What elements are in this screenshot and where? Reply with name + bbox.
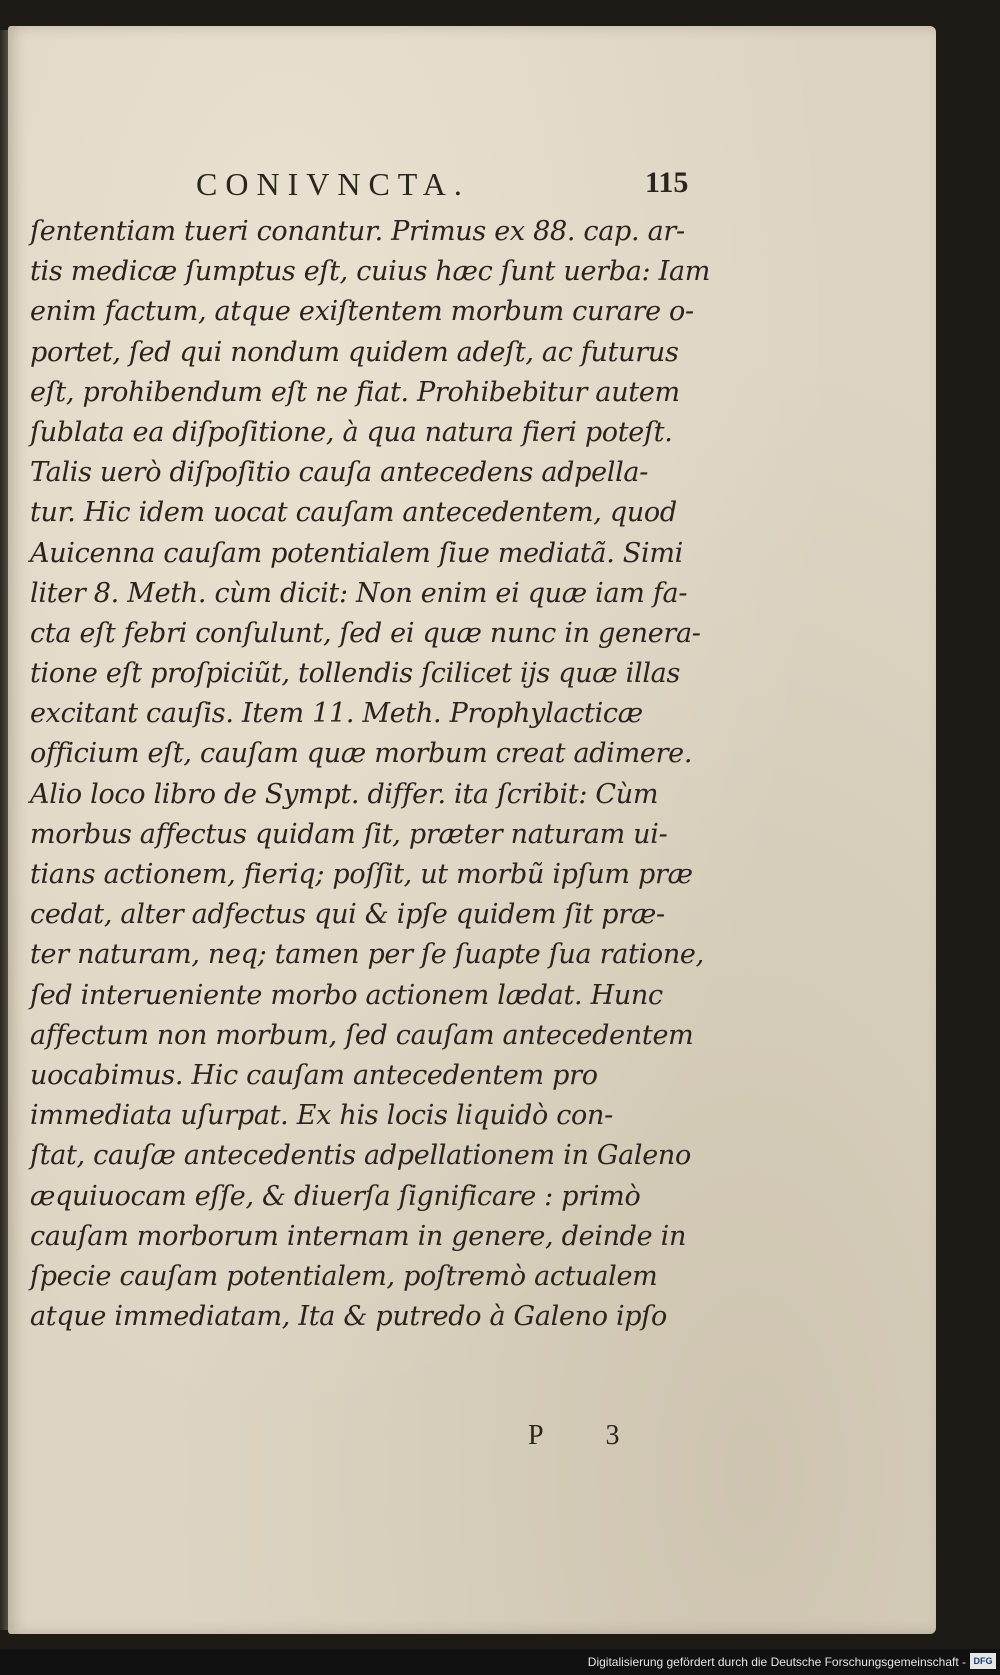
text-line: ſpecie cauſam potentialem, poſtremò actualem: [30, 1260, 658, 1292]
text-line: ſublata ea diſpoſitione, à qua natura fieri poteſt.: [30, 416, 673, 448]
text-line: tione eſt proſpiciũt, tollendis ſcilicet ijs quæ illas: [30, 658, 681, 690]
text-line: tians actionem, fieriq; poſſit, ut morbũ ipſum præ: [30, 859, 693, 890]
text-line: portet, ſed qui nondum quidem adeſt, ac futurus: [30, 336, 679, 368]
text-line: morbus affectus quidam ſit, præter naturam ui-: [30, 818, 668, 850]
running-head-title: CONIVNCTA.: [196, 166, 470, 202]
book-page: [8, 26, 936, 1634]
digitization-credit: Digitalisierung gefördert durch die Deutsche Forschungsgemeinschaft -: [587, 1655, 966, 1669]
page-number: 115: [645, 166, 689, 199]
text-line: eſt, prohibendum eſt ne fiat. Prohibebitur autem: [30, 376, 680, 408]
text-line: uocabimus. Hic cauſam antecedentem pro: [30, 1059, 598, 1091]
text-line: immediata uſurpat. Ex his locis liquidò con-: [30, 1100, 613, 1132]
text-line: ſtat, cauſæ antecedentis adpellationem in Galeno: [30, 1140, 691, 1172]
body-text: [30, 212, 711, 1337]
text-line: Auicenna cauſam potentialem ſiue mediatã. Simi: [30, 537, 683, 569]
text-line: cedat, alter adfectus qui & ipſe quidem ſit præ-: [30, 899, 665, 931]
text-line: Talis uerò diſpoſitio cauſa antecedens adpella-: [30, 457, 649, 489]
text-line: ter naturam, neq; tamen per ſe ſuapte ſua ratione,: [30, 939, 704, 971]
text-line: officium eſt, cauſam quæ morbum creat adimere.: [30, 738, 693, 770]
text-line: tur. Hic idem uocat cauſam antecedentem, quod: [30, 497, 677, 529]
text-line: ſed interueniente morbo actionem lædat. Hunc: [30, 979, 663, 1011]
text-line: affectum non morbum, ſed cauſam antecedentem: [30, 1019, 694, 1051]
text-line: excitant cauſis. Item 11. Meth. Prophylacticæ: [30, 698, 643, 730]
text-line: liter 8. Meth. cùm dicit: Non enim ei quæ iam fa-: [30, 577, 688, 609]
text-line: ſententiam tueri conantur. Primus ex 88. cap. ar-: [30, 216, 685, 247]
text-line: atque immediatam, Ita & putredo à Galeno ipſo: [30, 1301, 667, 1333]
running-head: [8, 166, 936, 210]
text-line: cta eſt febri conſulunt, ſed ei quæ nunc in genera-: [30, 617, 701, 649]
text-line: cauſam morborum internam in genere, deinde in: [30, 1220, 687, 1252]
text-line: tis medicæ ſumptus eſt, cuius hæc ſunt uerba: Iam: [30, 256, 711, 288]
text-line: æquiuocam eſſe, & diuerſa ſignificare : primò: [30, 1180, 641, 1212]
signature-mark: P 3: [528, 1420, 648, 1451]
text-line: Alio loco libro de Sympt. differ. ita ſcribit: Cùm: [30, 778, 659, 810]
dfg-logo: DFG: [970, 1653, 996, 1669]
text-line: enim factum, atque exiſtentem morbum curare o-: [30, 296, 694, 328]
